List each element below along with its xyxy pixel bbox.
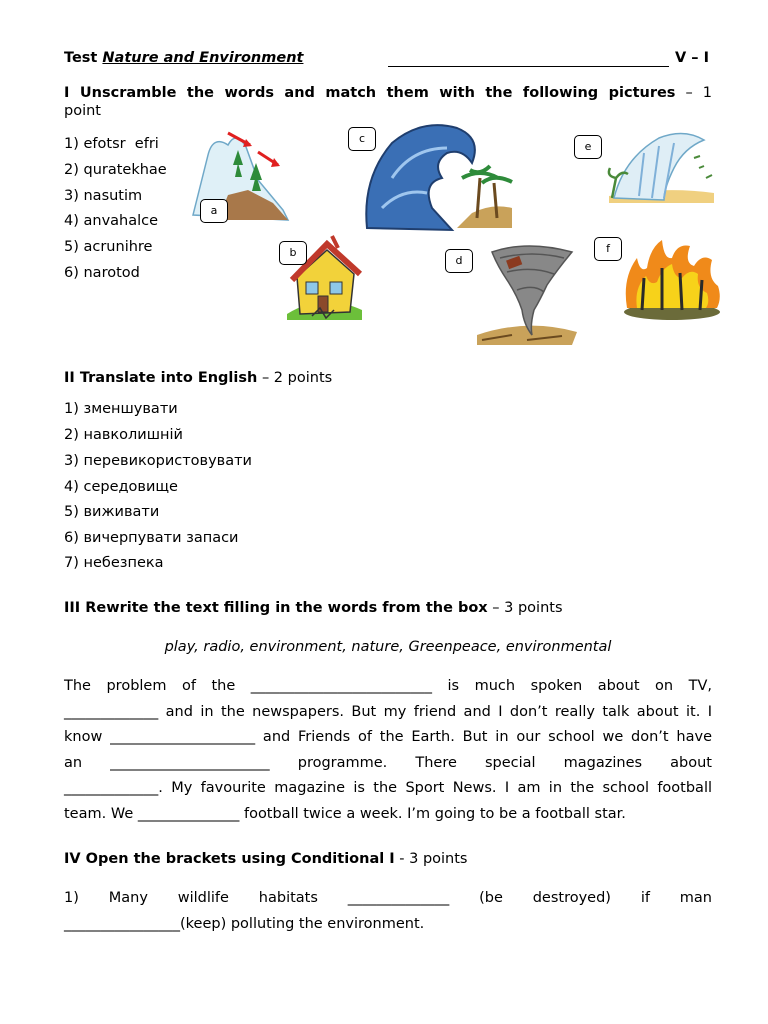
scramble-item-4: 4) anvahalce	[64, 213, 159, 229]
translate-item-6: 6) вичерпувати запаси	[64, 530, 239, 546]
title-underline	[388, 66, 669, 67]
picture-label-b: b	[279, 241, 307, 265]
conditional-line-2: ________________(keep) polluting the environment.	[64, 915, 425, 932]
tornado-picture	[472, 240, 582, 350]
fill-in-line-4: an ______________________ programme. There special magazines about	[64, 754, 712, 771]
scramble-item-1: 1) efotsr efri	[64, 136, 159, 152]
translate-item-4: 4) середовище	[64, 479, 178, 495]
section3-heading: III Rewrite the text filling in the words from the box – 3 points	[64, 600, 563, 616]
section1-heading: I Unscramble the words and match them with the following pictures – 1	[64, 85, 712, 101]
scramble-item-2: 2) quratekhae	[64, 162, 167, 178]
fill-in-line-6: team. We ______________ football twice a week. I’m going to be a football star.	[64, 805, 626, 822]
section1-heading-cont: point	[64, 103, 101, 119]
section4-heading: IV Open the brackets using Conditional I - 3 points	[64, 851, 468, 867]
word-box: play, radio, environment, nature, Greenpeace, environmental	[164, 639, 612, 655]
test-title-line	[64, 50, 709, 70]
translate-item-2: 2) навколишній	[64, 427, 183, 443]
translate-item-5: 5) виживати	[64, 504, 160, 520]
fill-in-line-5: _____________. My favourite magazine is the Sport News. I am in the school football	[64, 780, 712, 796]
scramble-item-3: 3) nasutim	[64, 188, 143, 204]
scramble-item-5: 5) acrunihre	[64, 239, 153, 255]
conditional-exercise	[64, 886, 712, 937]
fill-in-line-3: know ____________________ and Friends of the Earth. But in our school we don’t have	[64, 729, 712, 745]
picture-label-e: e	[574, 135, 602, 159]
translate-item-1: 1) зменшувати	[64, 401, 178, 417]
section2-heading: II Translate into English – 2 points	[64, 370, 333, 386]
fill-in-line-1: The problem of the _________________________ is much spoken about on TV,	[64, 678, 712, 694]
hurricane-picture	[604, 128, 719, 208]
picture-label-c: c	[348, 127, 376, 151]
translate-item-3: 3) перевикористовувати	[64, 453, 252, 469]
scramble-item-6: 6) narotod	[64, 265, 140, 281]
picture-label-f: f	[594, 237, 622, 261]
tsunami-wave-picture	[362, 118, 517, 233]
picture-label-d: d	[445, 249, 473, 273]
translate-item-7: 7) небезпека	[64, 555, 164, 571]
conditional-line-1: 1) Many wildlife habitats ______________ (be destroyed) if man	[64, 890, 712, 906]
fill-in-line-2: _____________ and in the newspapers. But my friend and I don’t really talk about it. I	[64, 703, 712, 720]
test-title: Test Nature and Environment	[64, 50, 304, 66]
picture-label-a: a	[200, 199, 228, 223]
forest-fire-picture	[622, 238, 722, 323]
fill-in-text	[64, 674, 712, 827]
variant-label: V – I	[675, 50, 709, 66]
